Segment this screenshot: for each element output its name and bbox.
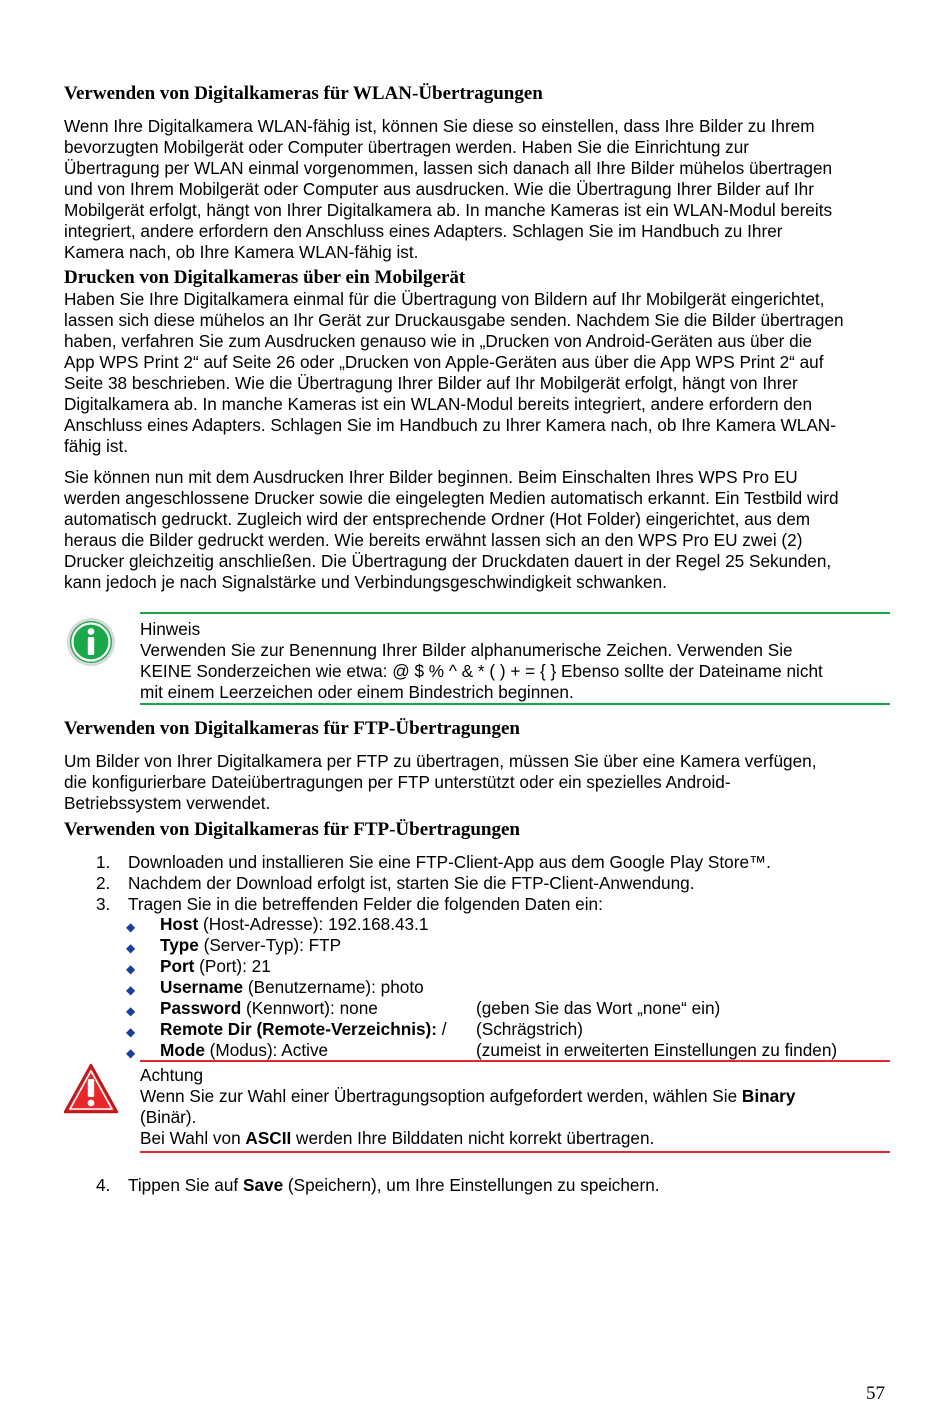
- page-number: 57: [866, 1383, 885, 1404]
- text-run-bold: Binary: [741, 1086, 796, 1106]
- text-line: Kamera nach, ob Ihre Kamera WLAN-fähig ist.: [64, 242, 419, 262]
- text-run-bold: Save: [242, 1175, 284, 1195]
- text-line: (Binär).: [140, 1107, 197, 1127]
- text-line: Übertragung per WLAN einmal vorgenommen, lassen sich danach all Ihre Bilder mühelos übertragen: [64, 158, 833, 178]
- text-line: [140, 1128, 890, 1149]
- section-heading-ftp-steps: Verwenden von Digitalkameras für FTP-Übertragungen: [64, 819, 520, 840]
- field-value: (Benutzername): photo: [243, 977, 424, 997]
- step-text: Nachdem der Download erfolgt ist, starten Sie die FTP-Client-Anwendung.: [128, 873, 695, 893]
- text-line: fähig ist.: [64, 436, 129, 456]
- field-label: Port: [160, 956, 195, 976]
- text-run: Wenn Sie zur Wahl einer Übertragungsoption aufgefordert werden, wählen Sie: [140, 1086, 742, 1106]
- bullet-icon: ◆: [126, 1046, 136, 1060]
- bullet-icon: ◆: [126, 962, 136, 976]
- text-line: lassen sich diese mühelos an Ihr Gerät zur Druckausgabe senden. Nachdem Sie die Bilder übertragen: [64, 310, 844, 330]
- step-number: 1.: [96, 852, 111, 872]
- hint-bottom-rule: [140, 703, 890, 705]
- text-run: werden Ihre Bilddaten nicht korrekt übertragen.: [291, 1128, 655, 1148]
- text-line: Anschluss eines Adapters. Schlagen Sie im Handbuch zu Ihrer Kamera nach, ob Ihre Kamera WLAN-: [64, 415, 836, 435]
- field-label: Remote Dir (Remote-Verzeichnis):: [160, 1019, 437, 1039]
- field-host: [160, 914, 428, 935]
- field-port: [160, 956, 271, 977]
- paragraph-mobile: [64, 289, 894, 457]
- step-number: 2.: [96, 873, 111, 893]
- text-line: mit einem Leerzeichen oder einem Bindestrich beginnen.: [140, 682, 574, 702]
- text-line: haben, verfahren Sie zum Ausdrucken genauso wie in „Drucken von Android-Geräten aus über die: [64, 331, 813, 351]
- field-value: (Server-Typ): FTP: [198, 935, 342, 955]
- field-value: /: [436, 1019, 447, 1039]
- text-line: Verwenden Sie zur Benennung Ihrer Bilder alphanumerische Zeichen. Verwenden Sie: [140, 640, 793, 660]
- text-line: App WPS Print 2“ auf Seite 26 oder „Drucken von Apple-Geräten aus über die App WPS Print 2“ auf: [64, 352, 824, 372]
- text-line: Haben Sie Ihre Digitalkamera einmal für die Übertragung von Bildern auf Ihr Mobilgerät eingerichtet,: [64, 289, 825, 309]
- text-line: Betriebssystem verwendet.: [64, 793, 271, 813]
- field-note: (zumeist in erweiterten Einstellungen zu finden): [476, 1040, 838, 1060]
- text-line: bevorzugten Mobilgerät oder Computer übertragen werden. Haben Sie die Einrichtung zur: [64, 137, 750, 157]
- warning-top-rule: [140, 1060, 890, 1062]
- text-run: Bei Wahl von: [140, 1128, 246, 1148]
- bullet-icon: ◆: [126, 941, 136, 955]
- bullet-icon: ◆: [126, 983, 136, 997]
- text-line: Mobilgerät erfolgt, hängt von Ihrer Digitalkamera ab. In manche Kameras ist ein WLAN-Modul bereits: [64, 200, 833, 220]
- step-number: 3.: [96, 894, 111, 914]
- step-text: [128, 1175, 660, 1196]
- text-run-bold: ASCII: [245, 1128, 292, 1148]
- text-line: und von Ihrem Mobilgerät oder Computer aus ausdrucken. Wie die Übertragung Ihrer Bilder auf Ihr: [64, 179, 814, 199]
- section-heading-mobile: Drucken von Digitalkameras über ein Mobilgerät: [64, 267, 466, 288]
- text-line: Um Bilder von Ihrer Digitalkamera per FTP zu übertragen, müssen Sie über eine Kamera verfügen,: [64, 751, 817, 771]
- field-remote-dir: [160, 1019, 447, 1040]
- step-text: Tragen Sie in die betreffenden Felder die folgenden Daten ein:: [128, 894, 603, 914]
- paragraph-ftp: [64, 751, 894, 814]
- text-line: Sie können nun mit dem Ausdrucken Ihrer Bilder beginnen. Beim Einschalten Ihres WPS Pro EU: [64, 467, 798, 487]
- field-username: [160, 977, 424, 998]
- section-heading-ftp: Verwenden von Digitalkameras für FTP-Übertragungen: [64, 718, 520, 739]
- field-value: (Host-Adresse): 192.168.43.1: [198, 914, 429, 934]
- field-note: (geben Sie das Wort „none“ ein): [476, 998, 721, 1018]
- paragraph-wlan: [64, 116, 894, 263]
- text-line: Digitalkamera ab. In manche Kameras ist ein WLAN-Modul bereits integriert, andere erfordern den: [64, 394, 813, 414]
- section-heading-wlan: Verwenden von Digitalkameras für WLAN-Übertragungen: [64, 83, 543, 104]
- text-line: Wenn Ihre Digitalkamera WLAN-fähig ist, können Sie diese so einstellen, dass Ihre Bilder zu Ihrem: [64, 116, 815, 136]
- warning-title: Achtung: [140, 1065, 204, 1085]
- field-value: (Kennwort): none: [241, 998, 378, 1018]
- text-run: Tippen Sie auf: [128, 1175, 243, 1195]
- field-password: [160, 998, 378, 1019]
- text-run: (Speichern), um Ihre Einstellungen zu speichern.: [283, 1175, 660, 1195]
- step-number: 4.: [96, 1175, 111, 1195]
- bullet-icon: ◆: [126, 920, 136, 934]
- bullet-icon: ◆: [126, 1025, 136, 1039]
- field-label: Type: [160, 935, 199, 955]
- field-label: Host: [160, 914, 199, 934]
- field-note: (Schrägstrich): [476, 1019, 583, 1039]
- step-text: Downloaden und installieren Sie eine FTP-Client-App aus dem Google Play Store™.: [128, 852, 771, 872]
- text-line: Drucker gleichzeitig anschließen. Die Übertragung der Druckdaten dauert in der Regel 25 Sekunden,: [64, 551, 832, 571]
- field-type: [160, 935, 341, 956]
- info-icon: [66, 617, 116, 667]
- hint-top-rule: [140, 612, 890, 614]
- paragraph-printing: [64, 467, 894, 593]
- field-mode: [160, 1040, 328, 1061]
- hint-title: Hinweis: [140, 619, 201, 639]
- text-line: kann jedoch je nach Signalstärke und Verbindungsgeschwindigkeit schwanken.: [64, 572, 667, 592]
- field-label: Mode: [160, 1040, 205, 1060]
- text-line: integriert, andere erfordern den Anschluss eines Adapters. Schlagen Sie im Handbuch zu Ihrer: [64, 221, 783, 241]
- field-label: Username: [160, 977, 244, 997]
- text-line: Seite 38 beschrieben. Wie die Übertragung Ihrer Bilder auf Ihr Mobilgerät erfolgt, hängt von Ihrer: [64, 373, 798, 393]
- hint-box: [140, 619, 890, 703]
- text-line: heraus die Bilder gedruckt werden. Wie bereits erwähnt lassen sich an den WPS Pro EU zwei (2): [64, 530, 803, 550]
- field-value: (Port): 21: [194, 956, 271, 976]
- field-label: Password: [160, 998, 242, 1018]
- text-line: automatisch gedruckt. Zugleich wird der entsprechende Ordner (Hot Folder) eingerichtet, aus dem: [64, 509, 811, 529]
- bullet-icon: ◆: [126, 1004, 136, 1018]
- text-line: die konfigurierbare Dateiübertragungen per FTP unterstützt oder ein spezielles Android-: [64, 772, 731, 792]
- field-value: (Modus): Active: [204, 1040, 329, 1060]
- warning-icon: [62, 1062, 120, 1116]
- text-line: [140, 1086, 890, 1107]
- warning-box: [140, 1065, 890, 1149]
- warning-bottom-rule: [140, 1151, 890, 1153]
- text-line: werden angeschlossene Drucker sowie die eingelegten Medien automatisch erkannt. Ein Testbild wird: [64, 488, 839, 508]
- text-line: KEINE Sonderzeichen wie etwa: @ $ % ^ & * ( ) + = { } Ebenso sollte der Dateiname nicht: [140, 661, 823, 681]
